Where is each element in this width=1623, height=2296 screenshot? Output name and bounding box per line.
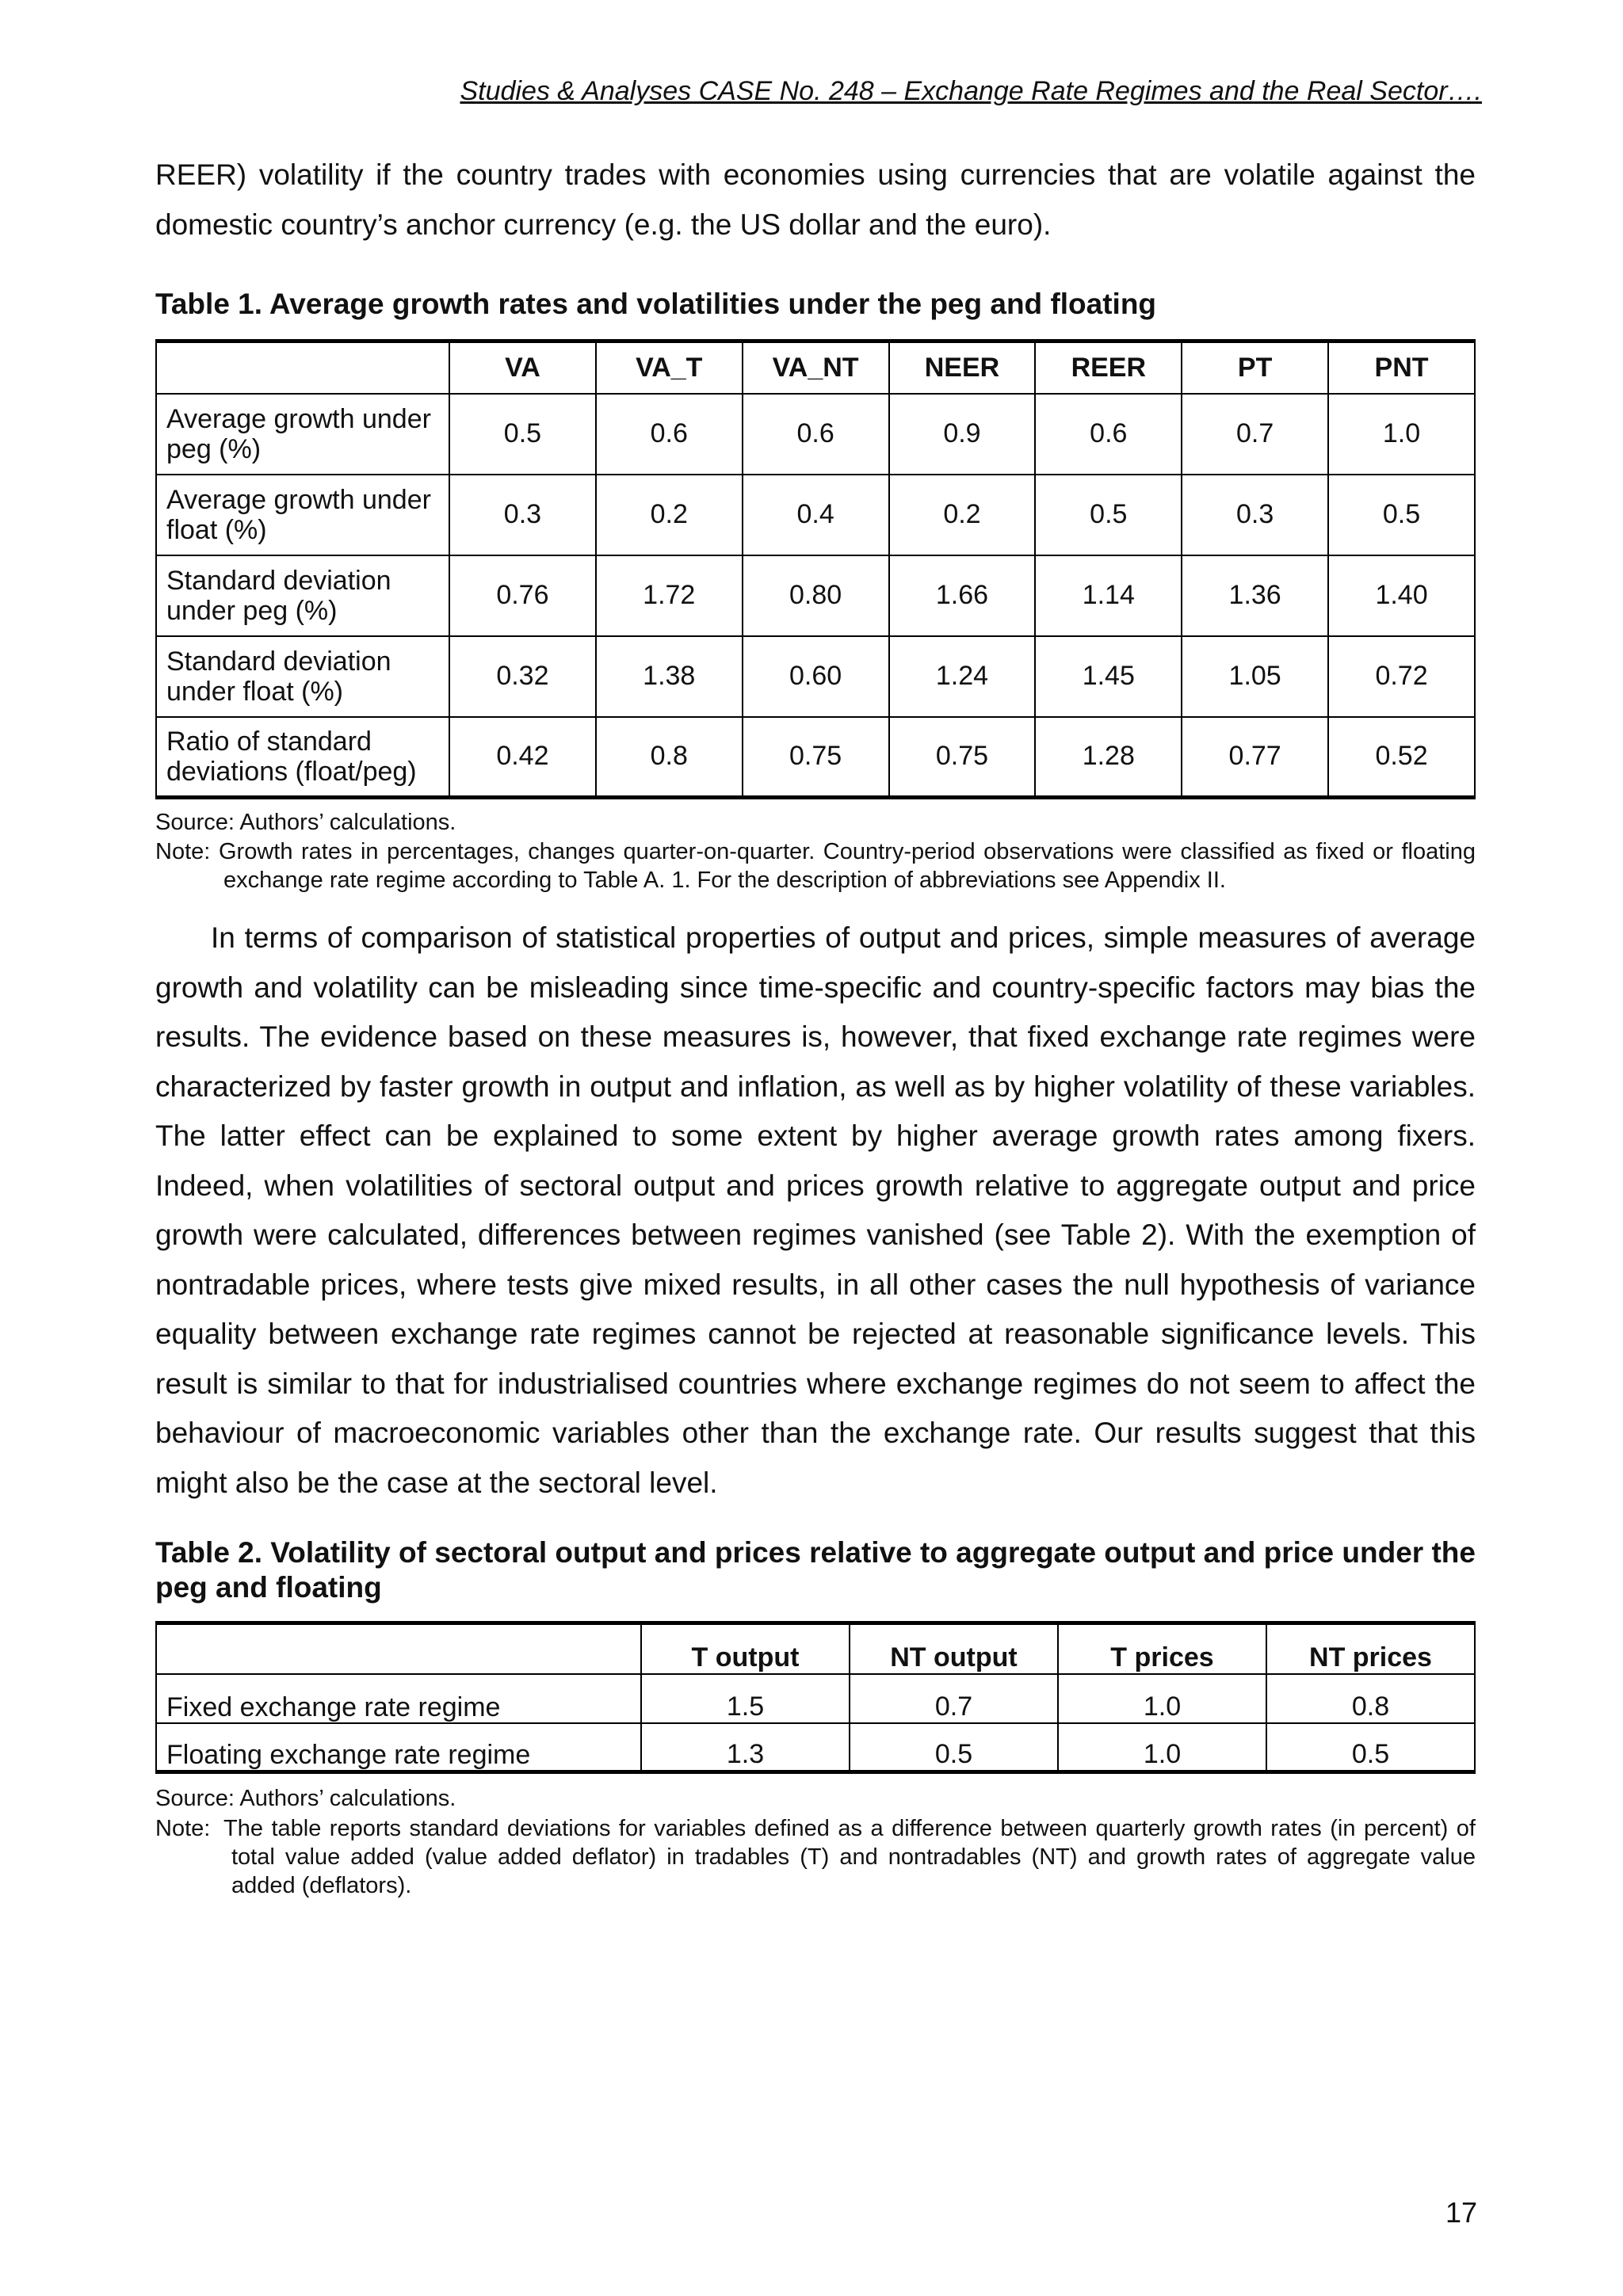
table-cell: 0.3: [449, 475, 596, 555]
table-cell: 0.2: [596, 475, 743, 555]
table-row: [156, 394, 1475, 475]
table2-caption: Table 2. Volatility of sectoral output and prices relative to aggregate output and price under the peg and floating: [155, 1536, 1476, 1604]
table1-col-header: PT: [1182, 341, 1328, 394]
table1: [155, 339, 1476, 799]
table-cell: 0.8: [596, 717, 743, 798]
row-label: Average growth under float (%): [156, 475, 449, 555]
table1-note-label: Note:: [155, 839, 211, 864]
table-cell: 0.52: [1328, 717, 1475, 798]
table-row: [156, 555, 1475, 636]
table-cell: 0.7: [850, 1674, 1058, 1723]
row-label: Standard deviation under float (%): [156, 636, 449, 717]
table-cell: 0.4: [743, 475, 889, 555]
table-cell: 1.0: [1058, 1723, 1266, 1772]
table-cell: 0.6: [596, 394, 743, 475]
table-cell: 0.77: [1182, 717, 1328, 798]
table-cell: 1.3: [641, 1723, 850, 1772]
table-cell: 0.72: [1328, 636, 1475, 717]
table1-note-text: [155, 837, 1476, 894]
table-cell: 0.5: [1035, 475, 1182, 555]
table-cell: 1.24: [889, 636, 1036, 717]
table1-col-header: VA_T: [596, 341, 743, 394]
table1-corner-cell: [156, 341, 449, 394]
table2-col-header: T prices: [1058, 1623, 1266, 1674]
table2: [155, 1621, 1476, 1774]
table-cell: 0.7: [1182, 394, 1328, 475]
table-row: [156, 475, 1475, 555]
table1-col-header: NEER: [889, 341, 1036, 394]
table-cell: 0.5: [850, 1723, 1058, 1772]
row-label: Floating exchange rate regime: [156, 1723, 641, 1772]
table2-corner-cell: [156, 1623, 641, 1674]
table-cell: 0.8: [1266, 1674, 1475, 1723]
table-cell: 0.9: [889, 394, 1036, 475]
table-cell: 0.76: [449, 555, 596, 636]
table1-col-header: REER: [1035, 341, 1182, 394]
table-cell: 0.5: [449, 394, 596, 475]
table-row: [156, 717, 1475, 798]
row-label: Average growth under peg (%): [156, 394, 449, 475]
table-cell: 1.45: [1035, 636, 1182, 717]
table-row: [156, 1723, 1475, 1772]
table-cell: 1.0: [1328, 394, 1475, 475]
table-cell: 0.6: [1035, 394, 1182, 475]
table-cell: 0.2: [889, 475, 1036, 555]
table1-col-header: VA_NT: [743, 341, 889, 394]
table-cell: 1.14: [1035, 555, 1182, 636]
table1-caption: Table 1. Average growth rates and volatilities under the peg and floating: [155, 288, 1157, 320]
table-cell: 1.36: [1182, 555, 1328, 636]
table-cell: 1.38: [596, 636, 743, 717]
table1-col-header: PNT: [1328, 341, 1475, 394]
table1-col-header: VA: [449, 341, 596, 394]
table-cell: 1.28: [1035, 717, 1182, 798]
table-cell: 0.3: [1182, 475, 1328, 555]
table1-source: Source: Authors’ calculations.: [155, 810, 456, 835]
intro-paragraph: REER) volatility if the country trades with economies using currencies that are volatile against the domestic country’s anchor currency (e.g. the US dollar and the euro).: [155, 158, 1476, 241]
table-cell: 0.5: [1266, 1723, 1475, 1772]
table-cell: 1.0: [1058, 1674, 1266, 1723]
table2-source: Source: Authors’ calculations.: [155, 1786, 456, 1811]
table2-col-header: NT prices: [1266, 1623, 1475, 1674]
table-cell: 0.5: [1328, 475, 1475, 555]
table2-col-header: T output: [641, 1623, 850, 1674]
table-cell: 0.42: [449, 717, 596, 798]
table1-note-body: Growth rates in percentages, changes quarter-on-quarter. Country-period observations were classified as fixed or floating exchange rate regime according to Table A. 1. For the description of abbreviations see Appendix II.: [219, 839, 1476, 893]
table-row: [156, 636, 1475, 717]
table2-col-header: NT output: [850, 1623, 1058, 1674]
table-cell: 0.60: [743, 636, 889, 717]
table-cell: 0.80: [743, 555, 889, 636]
table-cell: 1.72: [596, 555, 743, 636]
table2-header-row: [156, 1623, 1475, 1674]
table1-note: [155, 837, 1476, 894]
table-cell: 1.5: [641, 1674, 850, 1723]
table-cell: 1.40: [1328, 555, 1475, 636]
table-cell: 1.05: [1182, 636, 1328, 717]
table-cell: 0.6: [743, 394, 889, 475]
table-cell: 1.66: [889, 555, 1036, 636]
running-head: Studies & Analyses CASE No. 248 – Exchange Rate Regimes and the Real Sector….: [460, 76, 1482, 106]
row-label: Standard deviation under peg (%): [156, 555, 449, 636]
table-cell: 0.75: [889, 717, 1036, 798]
table-cell: 0.32: [449, 636, 596, 717]
table2-note: [155, 1814, 1476, 1900]
table1-header-row: [156, 341, 1475, 394]
table-cell: 0.75: [743, 717, 889, 798]
table2-note-label: Note:: [155, 1816, 211, 1841]
table2-note-text: The table reports standard deviations for variables defined as a difference between quarterly growth rates (in percent) of total value added (value added deflator) in tradables (T) and nontradables (NT) and growth rates of aggregate value added (deflators).: [223, 1816, 1476, 1898]
main-paragraph: In terms of comparison of statistical properties of output and prices, simple measures of average growth and volatility can be misleading since time-specific and country-specific factors may bias the results. The evidence based on these measures is, however, that fixed exchange rate regimes were characterized by faster growth in output and inflation, as well as by higher volatility of these variables. The latter effect can be explained to some extent by higher average growth rates among fixers. Indeed, when volatilities of sectoral output and prices growth relative to aggregate output and price growth were calculated, differences between regimes vanished (see Table 2). With the exemption of nontradable prices, where tests give mixed results, in all other cases the null hypothesis of variance equality between exchange rate regimes cannot be rejected at reasonable significance levels. This result is similar to that for industrialised countries where exchange regimes do not seem to affect the behaviour of macroeconomic variables other than the exchange rate. Our results suggest that this might also be the case at the sectoral level.: [155, 921, 1476, 1499]
row-label: Fixed exchange rate regime: [156, 1674, 641, 1723]
table-row: [156, 1674, 1475, 1723]
row-label: Ratio of standard deviations (float/peg): [156, 717, 449, 798]
page-number: 17: [1445, 2196, 1478, 2229]
